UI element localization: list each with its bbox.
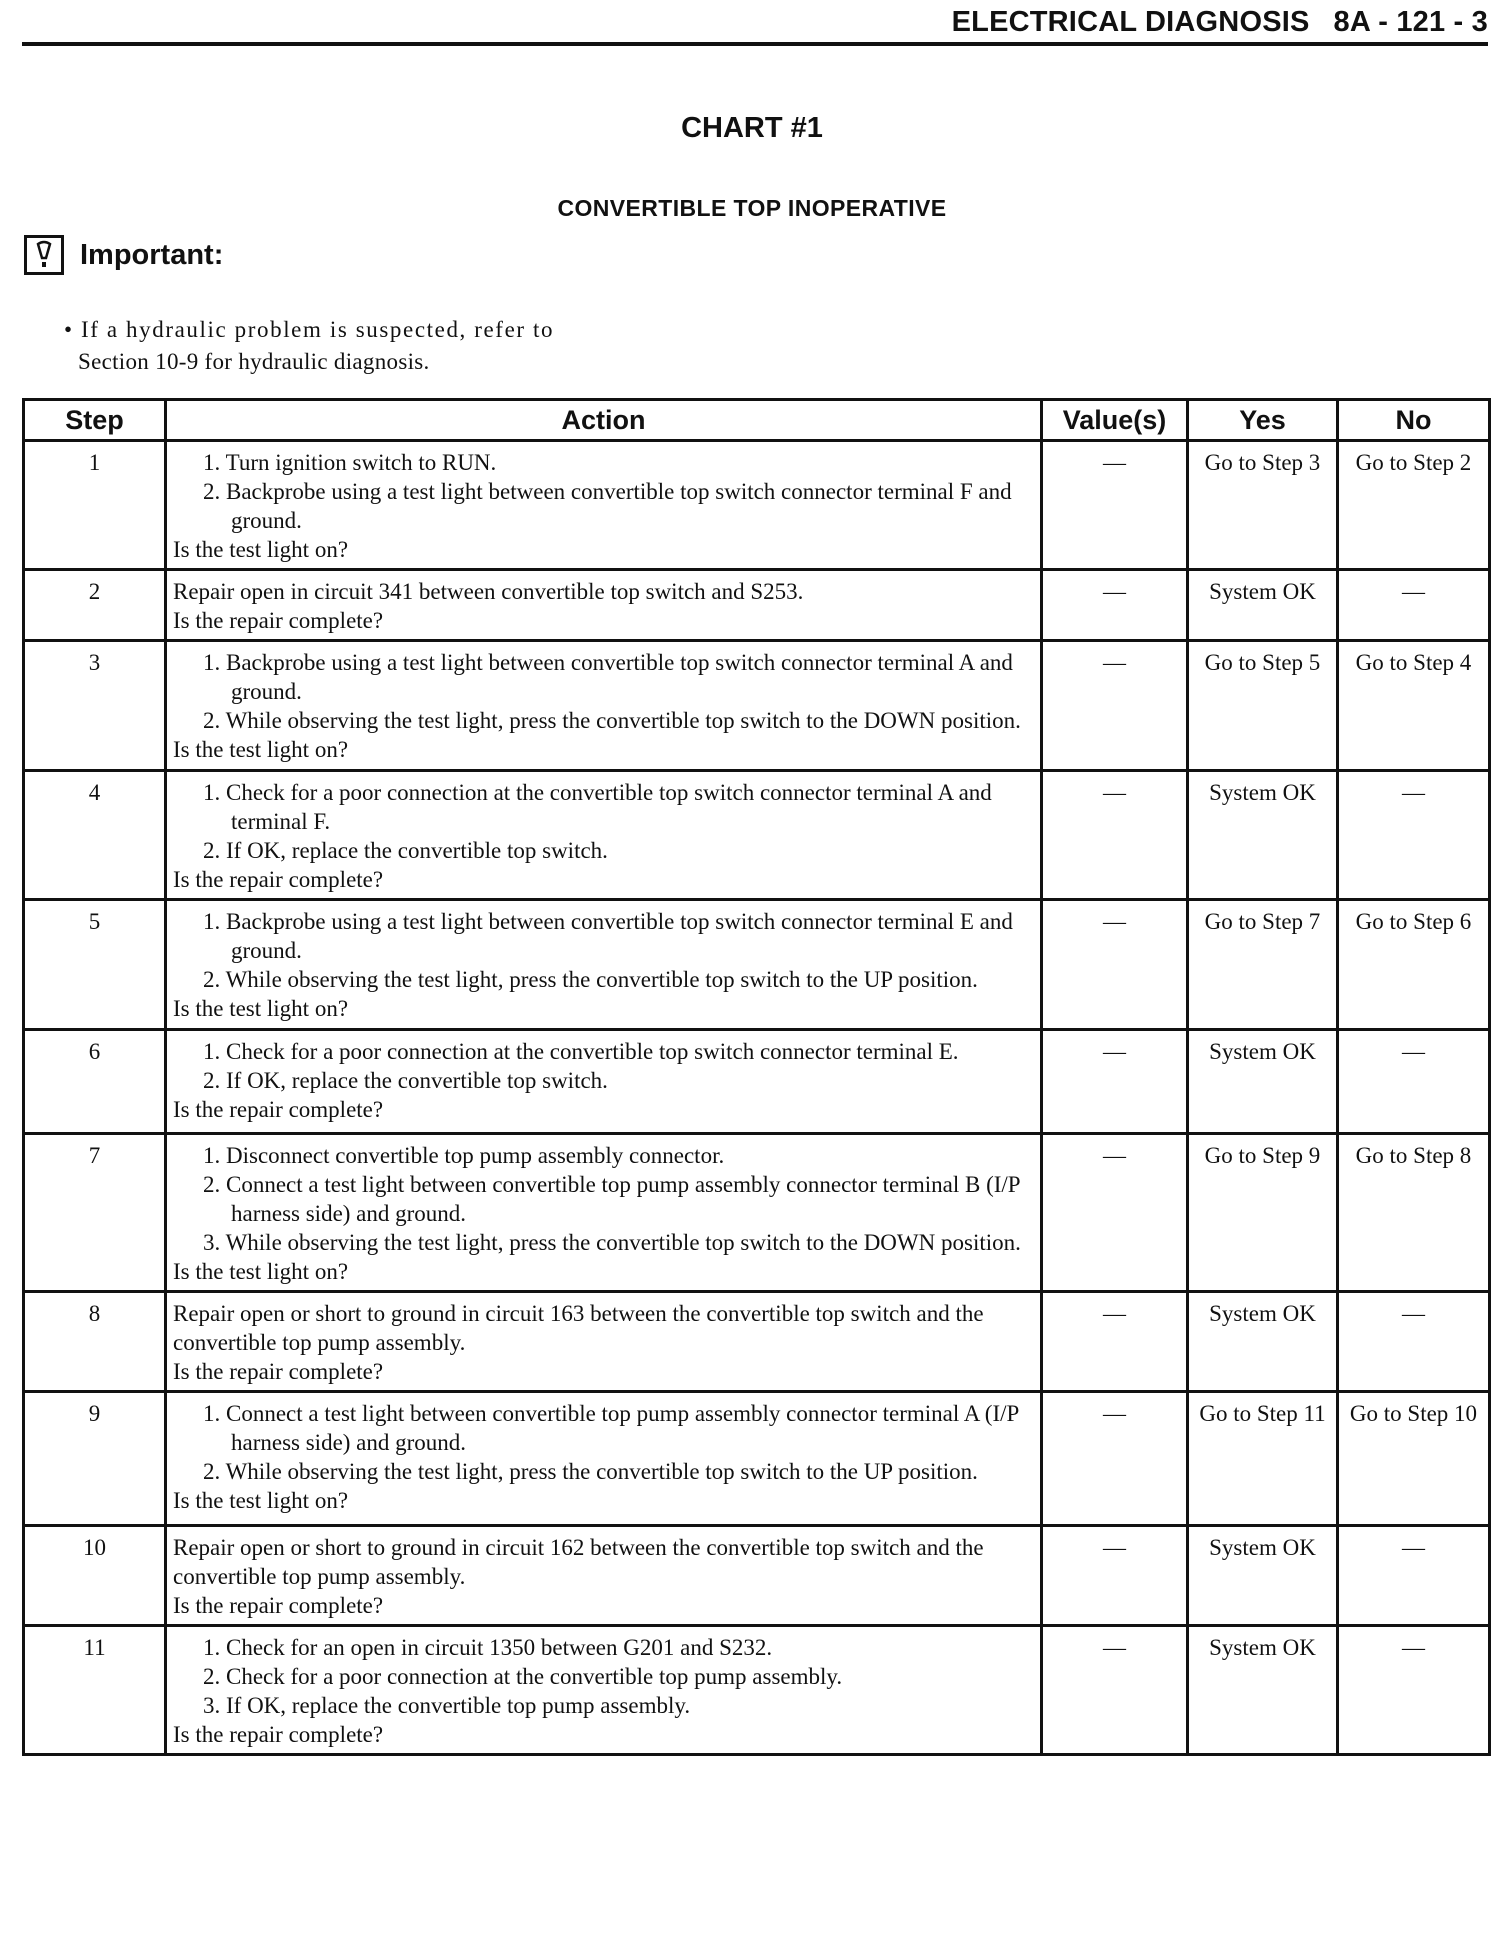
important-icon <box>24 235 64 275</box>
yes-result: System OK <box>1188 1526 1338 1626</box>
no-result: — <box>1338 771 1490 900</box>
table-row <box>24 900 1490 1030</box>
action-question: Is the repair complete? <box>173 867 384 892</box>
yes-result: Go to Step 9 <box>1188 1134 1338 1292</box>
value-cell: — <box>1042 771 1188 900</box>
section-title: ELECTRICAL DIAGNOSIS <box>951 6 1310 38</box>
action-step-item: 1. Check for an open in circuit 1350 between G201 and S232. <box>203 1635 773 1660</box>
action-step-item: 2. Check for a poor connection at the convertible top pump assembly. <box>203 1664 843 1689</box>
value-cell: — <box>1042 900 1188 1030</box>
step-number: 5 <box>24 900 166 1030</box>
table-row <box>24 1134 1490 1292</box>
value-cell: — <box>1042 1526 1188 1626</box>
action-cell <box>166 1030 1042 1134</box>
no-result: Go to Step 6 <box>1338 900 1490 1030</box>
table-header-row <box>24 400 1490 441</box>
no-result: — <box>1338 570 1490 641</box>
header-action: Action <box>166 400 1042 441</box>
table-row <box>24 1030 1490 1134</box>
header-yes: Yes <box>1188 400 1338 441</box>
action-cell <box>166 1526 1042 1626</box>
action-step-item: 3. While observing the test light, press the convertible top switch to the DOWN position. <box>203 1230 1021 1255</box>
action-text: Repair open or short to ground in circuit 162 between the convertible top switch and the convertible top pump assembly. <box>173 1535 984 1589</box>
no-result: Go to Step 2 <box>1338 441 1490 570</box>
step-number: 10 <box>24 1526 166 1626</box>
step-number: 2 <box>24 570 166 641</box>
important-callout <box>24 232 223 278</box>
note-line-1: • If a hydraulic problem is suspected, refer to <box>64 317 555 342</box>
table-row <box>24 771 1490 900</box>
yes-result: Go to Step 11 <box>1188 1392 1338 1526</box>
step-number: 1 <box>24 441 166 570</box>
action-text: Repair open or short to ground in circuit 163 between the convertible top switch and the convertible top pump assembly. <box>173 1301 984 1355</box>
yes-result: System OK <box>1188 570 1338 641</box>
value-cell: — <box>1042 641 1188 771</box>
action-cell <box>166 900 1042 1030</box>
action-cell <box>166 641 1042 771</box>
action-step-item: 2. While observing the test light, press the convertible top switch to the UP position. <box>203 1459 978 1484</box>
action-step-item: 3. If OK, replace the convertible top pump assembly. <box>203 1693 691 1718</box>
table-row <box>24 1392 1490 1526</box>
action-cell <box>166 1626 1042 1755</box>
header-no: No <box>1338 400 1490 441</box>
action-question: Is the test light on? <box>173 1488 349 1513</box>
no-result: Go to Step 10 <box>1338 1392 1490 1526</box>
action-question: Is the test light on? <box>173 996 349 1021</box>
note-line-2: Section 10-9 for hydraulic diagnosis. <box>78 349 430 374</box>
yes-result: System OK <box>1188 771 1338 900</box>
action-cell <box>166 1392 1042 1526</box>
action-question: Is the repair complete? <box>173 1097 384 1122</box>
step-number: 9 <box>24 1392 166 1526</box>
action-question: Is the repair complete? <box>173 1359 384 1384</box>
value-cell: — <box>1042 570 1188 641</box>
important-note <box>64 314 764 378</box>
action-step-item: 1. Turn ignition switch to RUN. <box>203 450 497 475</box>
header-values: Value(s) <box>1042 400 1188 441</box>
header-step: Step <box>24 400 166 441</box>
important-label: Important: <box>80 238 224 271</box>
value-cell: — <box>1042 1134 1188 1292</box>
value-cell: — <box>1042 1292 1188 1392</box>
no-result: — <box>1338 1626 1490 1755</box>
diagnostic-table <box>22 398 1491 1756</box>
step-number: 6 <box>24 1030 166 1134</box>
step-number: 11 <box>24 1626 166 1755</box>
chart-subtitle: CONVERTIBLE TOP INOPERATIVE <box>557 195 947 221</box>
table-row <box>24 641 1490 771</box>
table-row <box>24 1526 1490 1626</box>
action-question: Is the repair complete? <box>173 608 384 633</box>
no-result: Go to Step 4 <box>1338 641 1490 771</box>
step-number: 8 <box>24 1292 166 1392</box>
table-row <box>24 570 1490 641</box>
yes-result: Go to Step 3 <box>1188 441 1338 570</box>
action-step-item: 2. Connect a test light between convertible top pump assembly connector terminal B (I/P harness side) and ground. <box>203 1172 1020 1226</box>
table-row <box>24 441 1490 570</box>
action-question: Is the test light on? <box>173 737 349 762</box>
action-step-item: 1. Backprobe using a test light between convertible top switch connector terminal E and ground. <box>203 909 1013 963</box>
action-cell <box>166 441 1042 570</box>
yes-result: Go to Step 5 <box>1188 641 1338 771</box>
action-step-item: 2. While observing the test light, press the convertible top switch to the UP position. <box>203 967 978 992</box>
action-step-item: 1. Check for a poor connection at the convertible top switch connector terminal E. <box>203 1039 959 1064</box>
table-row <box>24 1626 1490 1755</box>
action-step-item: 1. Disconnect convertible top pump assembly connector. <box>203 1143 725 1168</box>
page-code: 8A - 121 - 3 <box>1333 6 1488 38</box>
action-question: Is the test light on? <box>173 1259 349 1284</box>
action-text: Repair open in circuit 341 between convertible top switch and S253. <box>173 579 804 604</box>
value-cell: — <box>1042 1626 1188 1755</box>
action-step-item: 2. Backprobe using a test light between convertible top switch connector terminal F and ground. <box>203 479 1012 533</box>
action-step-item: 1. Connect a test light between convertible top pump assembly connector terminal A (I/P harness side) and ground. <box>203 1401 1019 1455</box>
action-step-item: 1. Backprobe using a test light between convertible top switch connector terminal A and ground. <box>203 650 1013 704</box>
step-number: 4 <box>24 771 166 900</box>
yes-result: System OK <box>1188 1030 1338 1134</box>
chart-title: CHART #1 <box>681 112 823 144</box>
action-step-item: 2. If OK, replace the convertible top switch. <box>203 1068 608 1093</box>
action-cell <box>166 771 1042 900</box>
action-cell <box>166 1134 1042 1292</box>
value-cell: — <box>1042 441 1188 570</box>
step-number: 7 <box>24 1134 166 1292</box>
yes-result: System OK <box>1188 1626 1338 1755</box>
no-result: — <box>1338 1030 1490 1134</box>
step-number: 3 <box>24 641 166 771</box>
value-cell: — <box>1042 1392 1188 1526</box>
no-result: Go to Step 8 <box>1338 1134 1490 1292</box>
action-cell <box>166 570 1042 641</box>
action-question: Is the test light on? <box>173 537 349 562</box>
page-header <box>22 2 1488 46</box>
table-row <box>24 1292 1490 1392</box>
action-step-item: 1. Check for a poor connection at the convertible top switch connector terminal A and terminal F. <box>203 780 992 834</box>
action-question: Is the repair complete? <box>173 1593 384 1618</box>
action-step-item: 2. If OK, replace the convertible top switch. <box>203 838 608 863</box>
value-cell: — <box>1042 1030 1188 1134</box>
no-result: — <box>1338 1526 1490 1626</box>
action-question: Is the repair complete? <box>173 1722 384 1747</box>
exclamation-key-icon <box>32 240 56 270</box>
yes-result: Go to Step 7 <box>1188 900 1338 1030</box>
yes-result: System OK <box>1188 1292 1338 1392</box>
action-step-item: 2. While observing the test light, press the convertible top switch to the DOWN position. <box>203 708 1021 733</box>
action-cell <box>166 1292 1042 1392</box>
no-result: — <box>1338 1292 1490 1392</box>
